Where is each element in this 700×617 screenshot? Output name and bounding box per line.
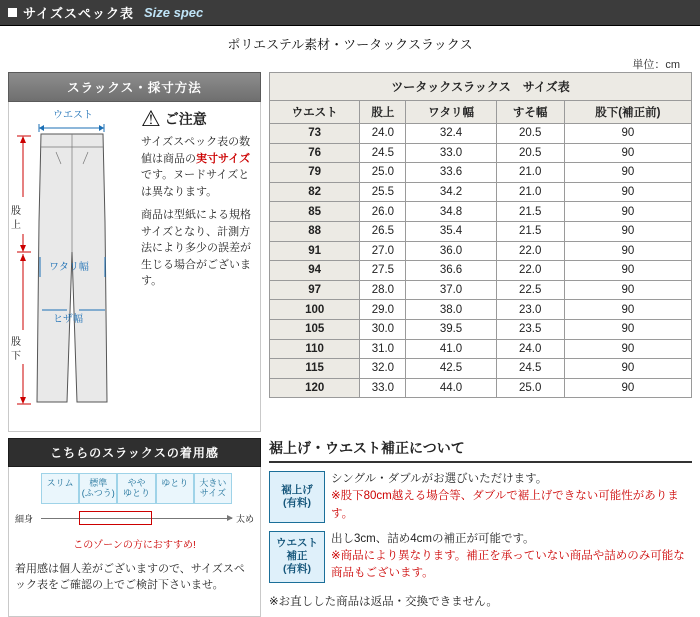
- svg-text:ウエスト: ウエスト: [53, 110, 93, 121]
- col-header-matashita: 股下(補正前): [564, 101, 691, 124]
- table-row: 79 25.0 33.6 21.0 90: [270, 163, 692, 183]
- alteration-footer: ※お直しした商品は返品・交換できません。: [269, 595, 498, 608]
- svg-text:上: 上: [11, 220, 21, 231]
- spec-table-header-row: [270, 101, 692, 124]
- col-header-matagami: 股上: [360, 101, 406, 124]
- warning-triangle-icon: ⚠: [141, 106, 161, 131]
- page-header: [0, 0, 700, 26]
- alteration-title: 裾上げ・ウエスト補正について: [269, 438, 692, 463]
- table-row: 120 33.0 44.0 25.0 90: [270, 378, 692, 398]
- hemming-tag: 裾上げ (有料): [269, 471, 325, 523]
- header-title-jp: サイズスペック表: [23, 6, 134, 21]
- table-row: 97 28.0 37.0 22.5 90: [270, 280, 692, 300]
- recommended-zone-box: [79, 511, 152, 525]
- caution-note-2: 商品は型紙による規格サイズとなり、計測方法により多少の誤差が生じる場合がございます。: [141, 209, 251, 287]
- spec-table-caption: ツータックスラックス サイズ表: [270, 73, 692, 101]
- unit-label: 単位：cm: [632, 59, 680, 71]
- measurement-panel-title: スラックス・採寸方法: [8, 72, 261, 102]
- table-row: 115 32.0 42.5 24.5 90: [270, 359, 692, 379]
- fit-scale-item-standard: 標準 (ふつう): [79, 473, 117, 504]
- header-square-icon: [8, 8, 17, 17]
- svg-text:ワタリ幅: ワタリ幅: [49, 262, 89, 273]
- spec-table-wrap: [269, 72, 692, 398]
- axis-label-wide: 太め: [235, 513, 254, 524]
- svg-text:下: 下: [11, 351, 21, 362]
- fit-axis: [15, 508, 254, 534]
- measurement-panel: [8, 72, 261, 432]
- trouser-diagram: [9, 102, 139, 431]
- fit-scale-item-slim: スリム: [41, 473, 79, 504]
- hemming-text: シングル・ダブルがお選びいただけます。 ※股下80cm越える場合等、ダブルで裾上げできない可能性があります。: [331, 473, 679, 520]
- col-header-waist: ウエスト: [270, 101, 360, 124]
- table-row: 110 31.0 41.0 24.0 90: [270, 339, 692, 359]
- header-title-en: Size spec: [143, 5, 204, 20]
- product-subtitle: ポリエステル素材・ツータックスラックス: [227, 36, 473, 52]
- fit-panel: [8, 438, 261, 617]
- svg-text:ヒザ幅: ヒザ幅: [53, 314, 83, 325]
- alteration-item-hemming: [269, 471, 692, 523]
- table-row: 88 26.5 35.4 21.5 90: [270, 221, 692, 241]
- caution-title: ご注意: [164, 111, 207, 127]
- table-row: 94 27.5 36.6 22.0 90: [270, 261, 692, 281]
- fit-scale: [41, 473, 232, 504]
- spec-table-body: [270, 124, 692, 398]
- fit-panel-title: こちらのスラックスの着用感: [8, 438, 261, 467]
- size-spec-table: [269, 72, 692, 398]
- fit-scale-item-slightly-roomy: やや ゆとり: [117, 473, 155, 504]
- main-content: [0, 72, 700, 432]
- bottom-section: [0, 432, 700, 617]
- table-row: 91 27.0 36.0 22.0 90: [270, 241, 692, 261]
- table-row: 105 30.0 39.5 23.5 90: [270, 319, 692, 339]
- table-row: 85 26.0 34.8 21.5 90: [270, 202, 692, 222]
- alteration-panel: [269, 438, 692, 609]
- svg-text:股: 股: [11, 206, 21, 217]
- table-row: 100 29.0 38.0 23.0 90: [270, 300, 692, 320]
- fit-note: 着用感は個人差がございますので、サイズスペック表をご確認の上でご検討下さいませ。: [15, 562, 245, 592]
- waist-adjust-text: 出し3cm、詰め4cmの補正が可能です。 ※商品により異なります。補正を承っていない商品や詰めのみ可能な商品もございます。: [331, 532, 685, 580]
- table-row: 82 25.5 34.2 21.0 90: [270, 182, 692, 202]
- recommended-zone-text: このゾーンの方におすすめ!: [73, 539, 196, 551]
- table-row: 76 24.5 33.0 20.5 90: [270, 143, 692, 163]
- col-header-watari: ワタリ幅: [406, 101, 496, 124]
- caution-note-1: サイズスペック表の数値は商品の実寸サイズです。ヌードサイズとは異なります。: [141, 136, 251, 198]
- svg-text:股: 股: [11, 337, 21, 348]
- fit-scale-item-large: 大きい サイズ: [194, 473, 232, 504]
- caution-notes: [139, 102, 260, 431]
- axis-label-slim: 細身: [15, 513, 34, 524]
- table-row: 73 24.0 32.4 20.5 90: [270, 124, 692, 144]
- waist-adjust-tag: ウエスト 補正 (有料): [269, 531, 325, 583]
- fit-scale-item-roomy: ゆとり: [156, 473, 194, 504]
- alteration-item-waist: [269, 531, 692, 583]
- col-header-suso: すそ幅: [496, 101, 564, 124]
